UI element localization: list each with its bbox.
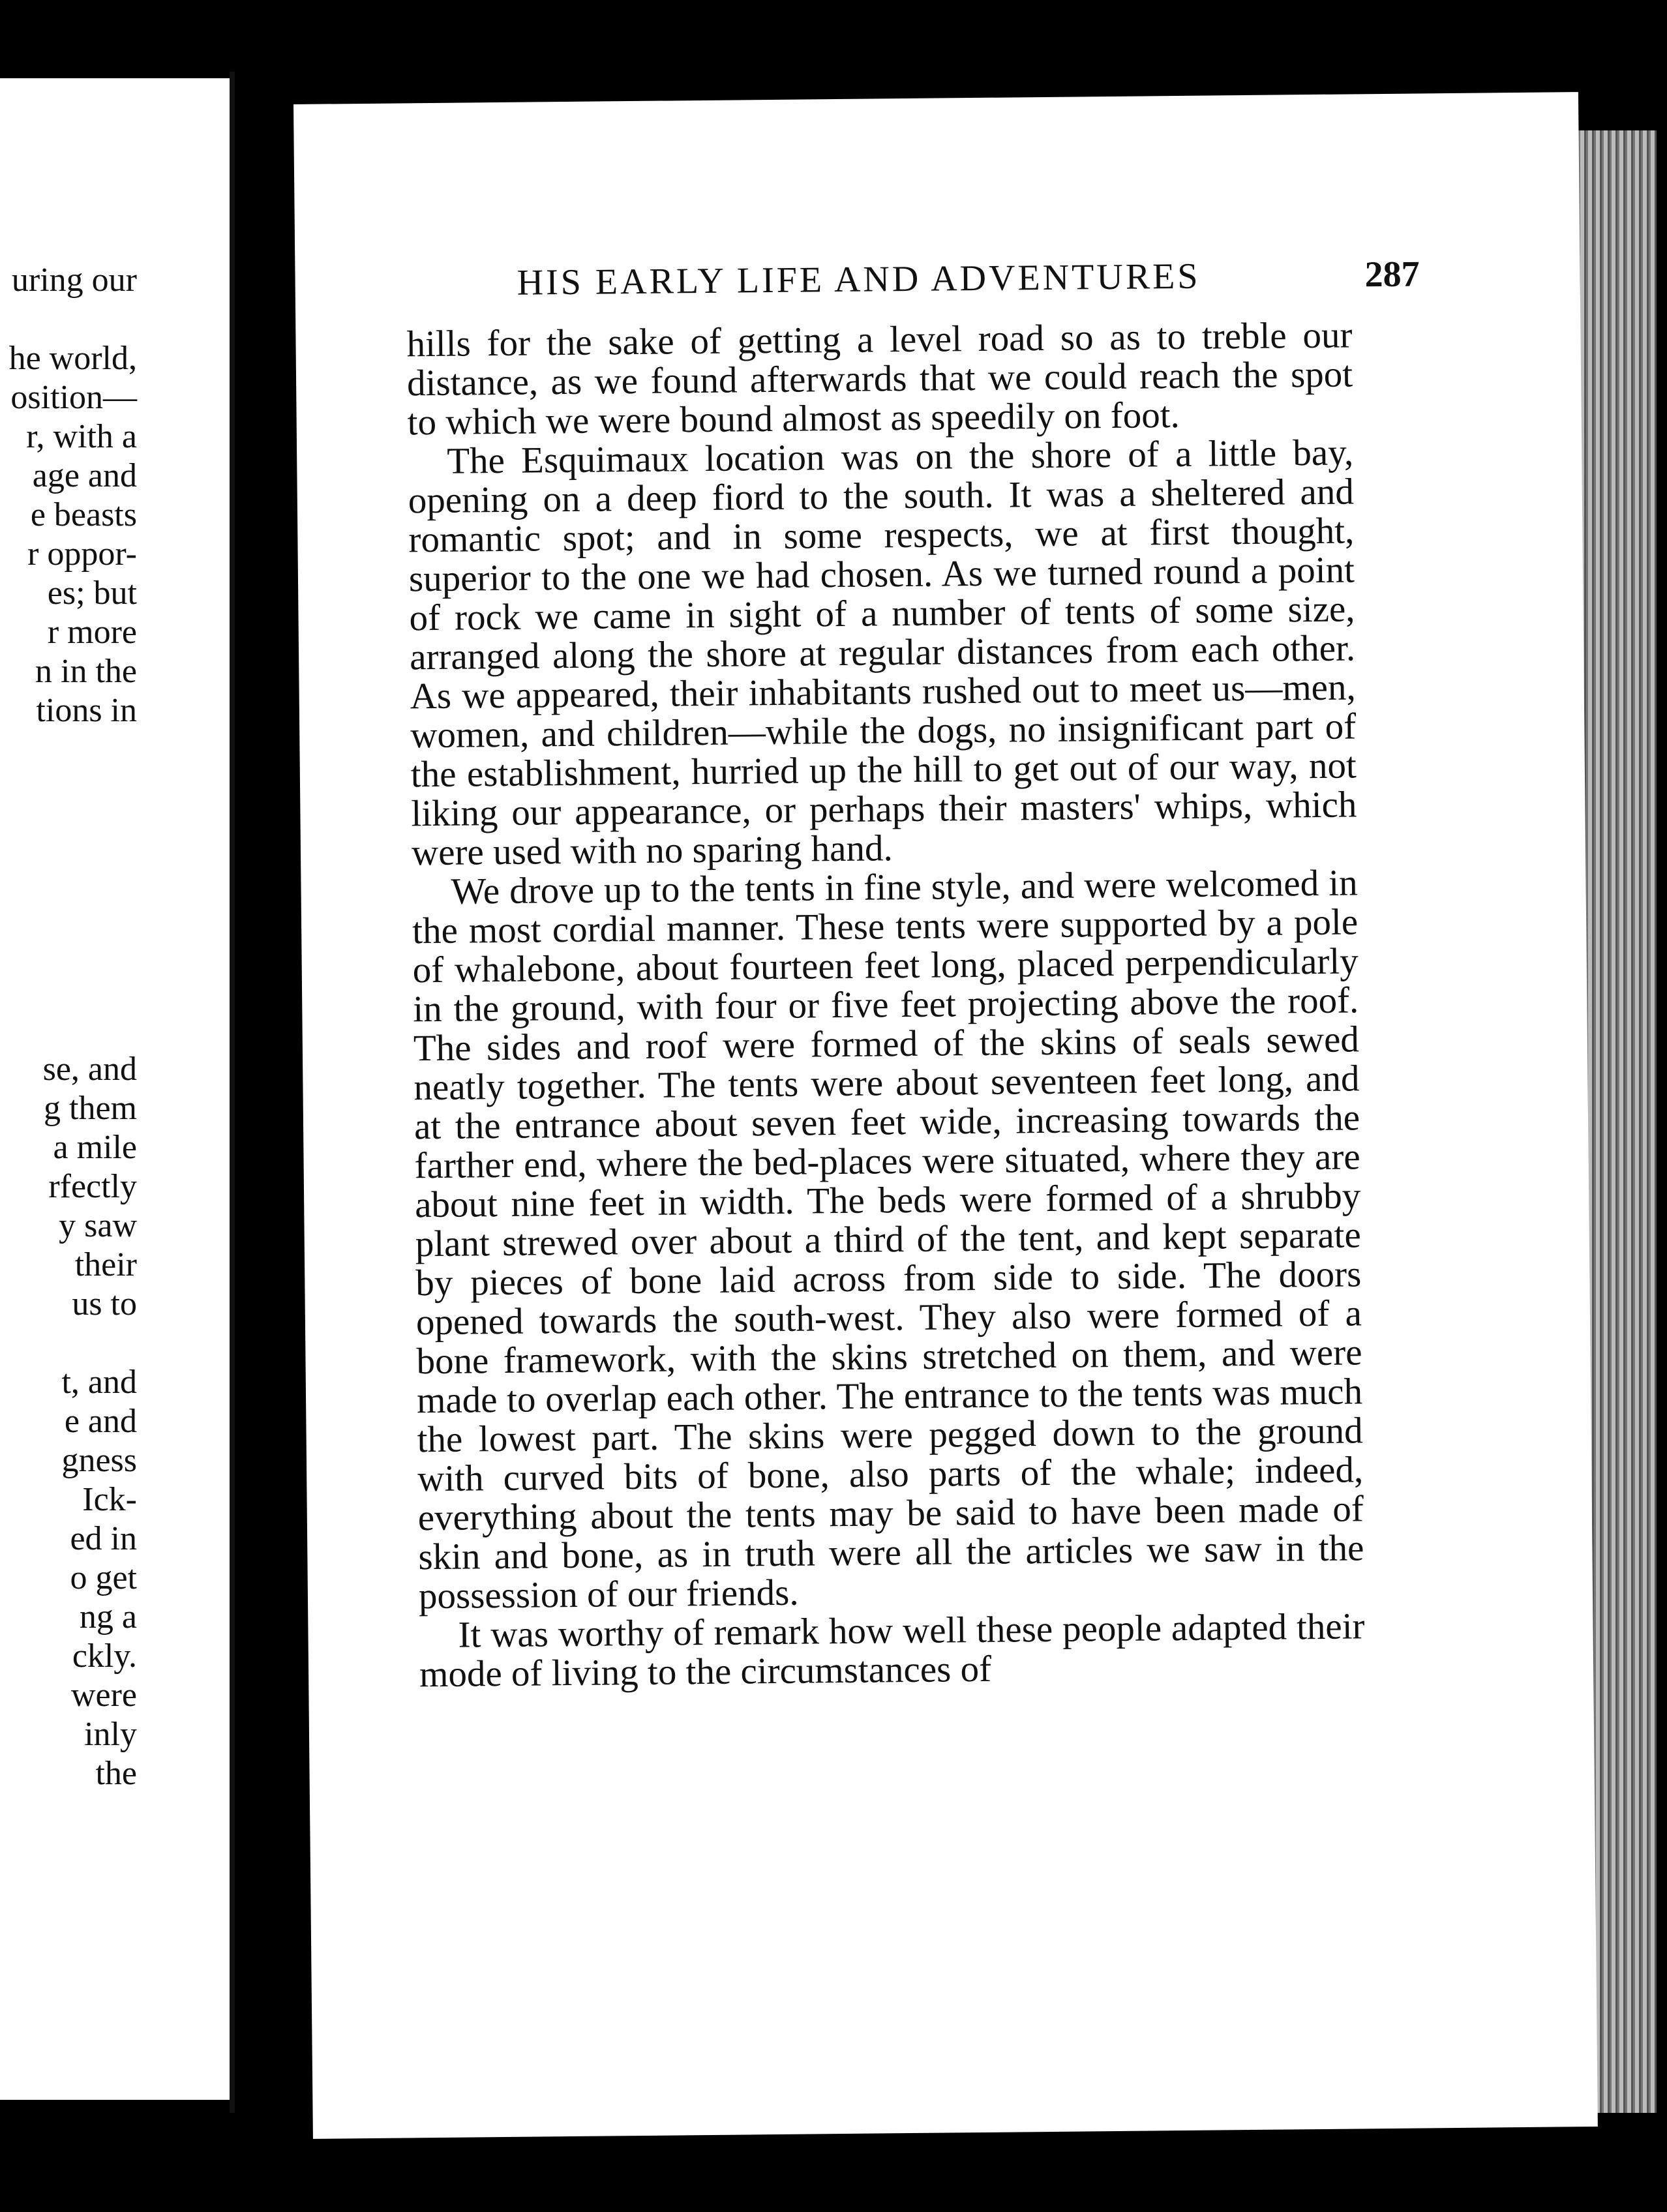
left-page <box>0 78 235 2100</box>
left-page-line-fragment: e and <box>64 1403 137 1440</box>
paragraph-1: hills for the sake of getting a level road so as to treble our distance, as we found afterwards that we could reach the spot to which we were bound almost as speedily on foot. <box>406 314 1353 443</box>
right-page <box>293 92 1598 2139</box>
left-page-line-fragment: g them <box>44 1090 137 1127</box>
left-page-line-fragment: se, and <box>42 1051 137 1088</box>
left-page-line-fragment: uring our <box>11 262 137 299</box>
left-page-line-fragment: Ick- <box>82 1481 137 1518</box>
paragraph-4: It was worthy of remark how well these people adapted their mode of living to the circumstances of <box>419 1606 1365 1696</box>
paragraph-2: The Esquimaux location was on the shore of a little bay, opening on a deep fiord to the south. It was a sheltered and romantic spot; and in some respects, we at first thought, superior to the one we had chosen. As we turned round a point of rock we came in sight of a number of tents of some size, arranged along the shore at regular distances from each other. As we appeared, their inhabitants rushed out to meet us—men, women, and children—while the dogs, no insignificant part of the establishment, hurried up the hill to get out of our way, not liking our appearance, or perhaps their masters' whips, which were used with no sparing hand. <box>408 432 1357 874</box>
left-page-line-fragment: ng a <box>79 1598 137 1636</box>
left-page-line-fragment: e beasts <box>30 496 137 533</box>
running-head <box>517 252 1574 314</box>
left-page-line-fragment: us to <box>72 1285 137 1323</box>
left-page-line-fragment: their <box>74 1246 137 1283</box>
paragraph-3: We drove up to the tents in fine style, and were welcomed in the most cordial manner. These tents were supported by a pole of whalebone, about fourteen feet long, placed perpendicularly in the ground, with four or five feet projecting above the roof. The sides and roof were formed of the skins of seals sewed neatly together. The tents were about seventeen feet long, and at the entrance about seven feet wide, increasing towards the farther end, where the bed-places were situated, where they are about nine feet in width. The beds were formed of a shrubby plant strewed over about a third of the tent, and kept separate by pieces of bone laid across from side to side. The doors opened towards the south-west. They also were formed of a bone framework, with the skins stretched on them, and were made to overlap each other. The entrance to the tents was much the lowest part. The skins were pegged down to the ground with curved bits of bone, also parts of the whale; indeed, everything about the tents may be said to have been made of skin and bone, as in truth were all the articles we saw in the possession of our friends. <box>412 862 1364 1617</box>
left-page-line-fragment: osition— <box>10 379 137 416</box>
left-page-line-fragment: gness <box>61 1442 137 1479</box>
left-page-line-fragment: inly <box>84 1716 137 1753</box>
left-page-line-fragment: n in the <box>35 653 137 690</box>
left-page-text-fragments <box>0 78 235 2100</box>
left-page-line-fragment: t, and <box>61 1364 137 1401</box>
page-number: 287 <box>1364 254 1420 295</box>
book-gutter <box>230 72 235 2113</box>
left-page-line-fragment: o get <box>70 1559 137 1596</box>
left-page-line-fragment: ed in <box>70 1520 137 1557</box>
left-page-line-fragment: r more <box>47 614 137 651</box>
left-page-line-fragment: were <box>70 1677 137 1714</box>
left-page-line-fragment: he world, <box>8 340 137 377</box>
running-title: HIS EARLY LIFE AND ADVENTURES <box>517 256 1201 303</box>
left-page-line-fragment: tions in <box>36 692 137 729</box>
left-page-line-fragment: es; but <box>47 575 137 612</box>
body-text <box>406 316 1365 1694</box>
left-page-line-fragment: age and <box>32 457 137 494</box>
left-page-line-fragment: r oppor- <box>27 535 137 573</box>
left-page-line-fragment: y saw <box>59 1207 137 1244</box>
left-page-line-fragment: r, with a <box>26 418 137 455</box>
left-page-line-fragment: a mile <box>53 1129 137 1166</box>
left-page-line-fragment: the <box>95 1755 137 1792</box>
left-page-line-fragment: ckly. <box>72 1637 137 1675</box>
left-page-line-fragment: rfectly <box>48 1168 137 1205</box>
